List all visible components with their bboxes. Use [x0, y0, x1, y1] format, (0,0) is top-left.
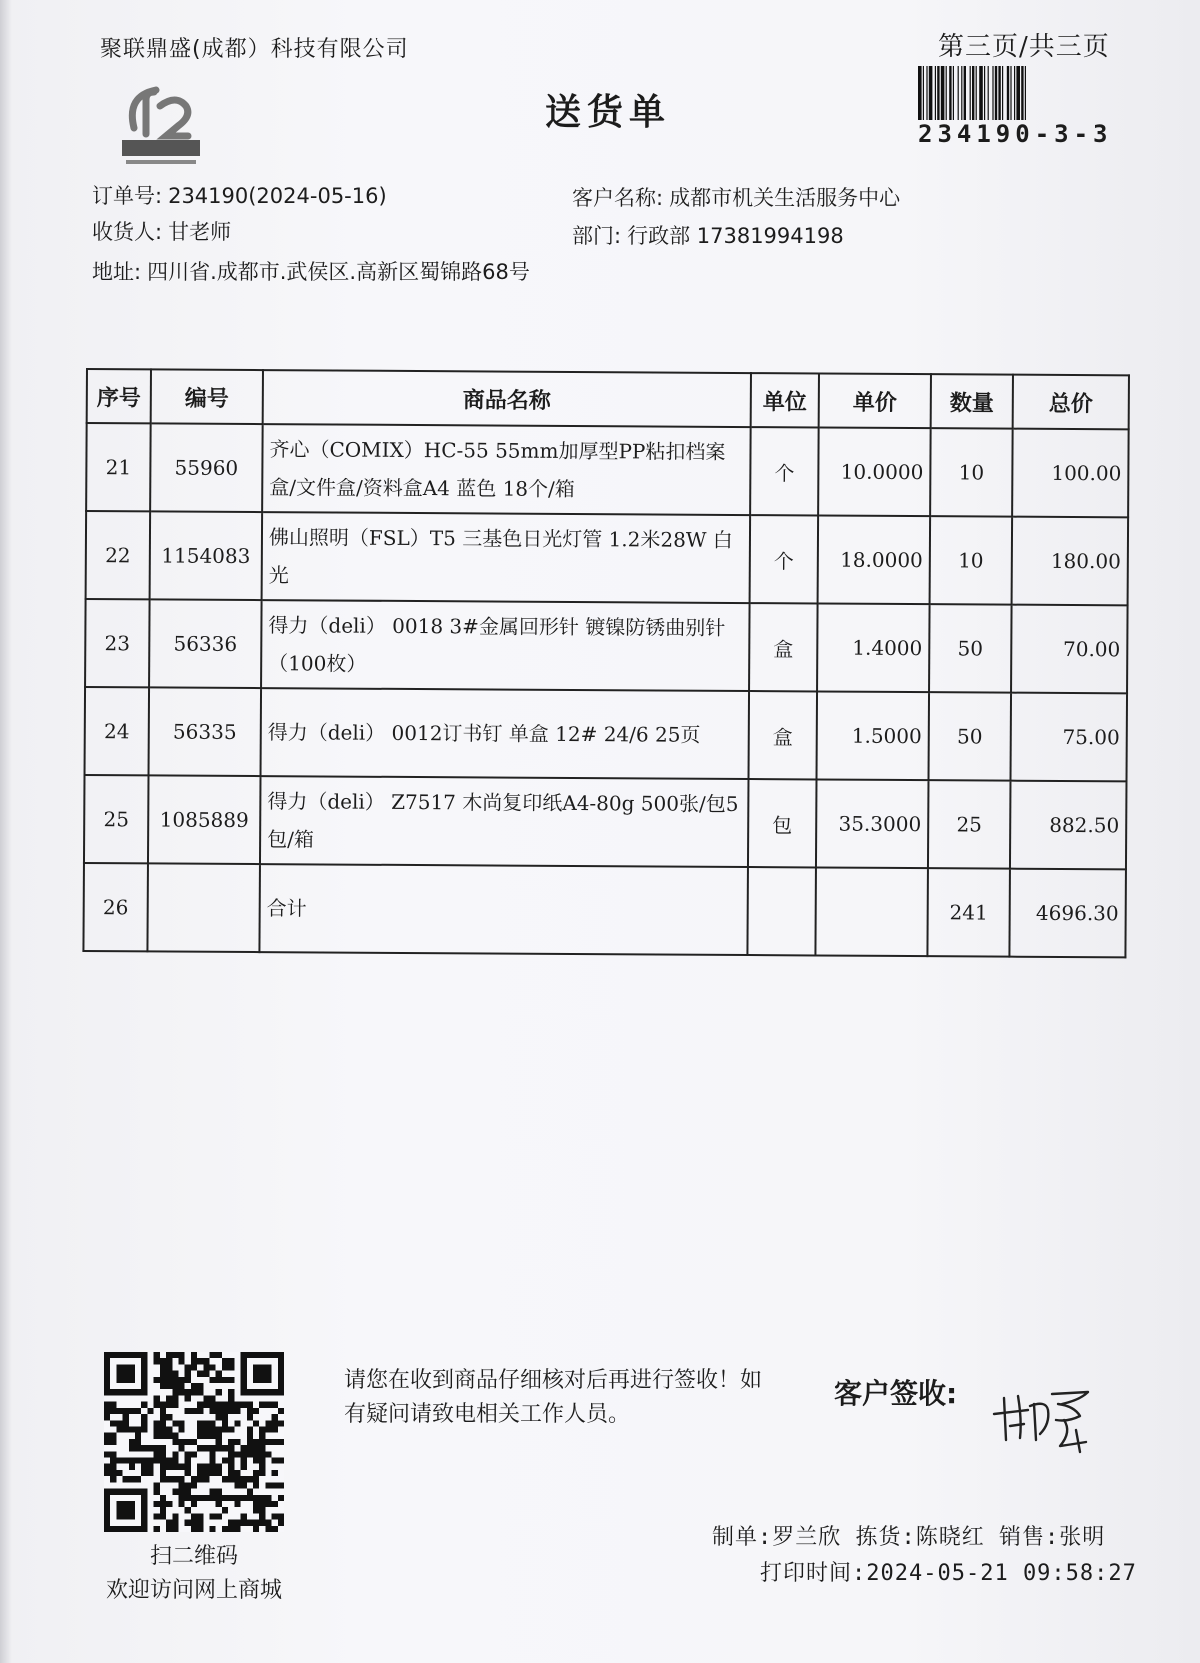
cell-code: 56336	[149, 599, 262, 688]
cell-unit: 个	[750, 427, 819, 515]
cell-seq: 26	[83, 863, 148, 951]
staff-info: 制单:罗兰欣 拣货:陈晓红 销售:张明	[712, 1525, 1106, 1550]
cell-price: 1.4000	[817, 603, 930, 692]
cell-unit: 盒	[749, 603, 818, 691]
table-header-row	[87, 369, 1129, 429]
cell-qty: 25	[928, 780, 1011, 868]
cell-code: 56335	[149, 687, 262, 776]
table-row	[86, 511, 1129, 605]
cell-total: 100.00	[1012, 429, 1129, 518]
cell-name: 齐心（COMIX）HC-55 55mm加厚型PP粘扣档案盒/文件盒/资料盒A4 蓝色 18个/箱	[262, 424, 751, 515]
cell-price: 1.5000	[817, 691, 930, 780]
cell-unit: 个	[750, 515, 819, 603]
table-row	[85, 599, 1128, 693]
department	[572, 220, 844, 250]
page-indicator: 第三页/共三页	[938, 32, 1110, 62]
customer-sign-label: 客户签收:	[834, 1377, 958, 1410]
cell-qty: 50	[929, 604, 1012, 692]
cell-unit: 包	[748, 779, 817, 867]
qr-caption-line2: 欢迎访问网上商城	[105, 1578, 282, 1603]
cell-total: 180.00	[1012, 517, 1129, 606]
cell-name: 得力（deli） 0012订书钉 单盒 12# 24/6 25页	[261, 688, 750, 779]
qr-caption	[94, 1540, 294, 1608]
cell-code: 1085889	[148, 775, 261, 864]
receiver-label: 收货人:	[92, 220, 163, 244]
header-unit: 单位	[751, 373, 819, 427]
cell-total: 882.50	[1010, 781, 1127, 870]
barcode-number: 234190-3-3	[918, 120, 1113, 148]
cell-name: 佛山照明（FSL）T5 三基色日光灯管 1.2米28W 白光	[262, 512, 751, 603]
table-row	[84, 775, 1127, 869]
receiver-value: 甘老师	[168, 220, 232, 244]
cell-name: 得力（deli） Z7517 木尚复印纸A4-80g 500张/包5包/箱	[260, 776, 749, 867]
order-label: 订单号:	[92, 184, 163, 208]
dept-label: 部门:	[572, 224, 622, 248]
table-row	[85, 687, 1128, 781]
cell-price	[815, 867, 928, 956]
cell-price: 18.0000	[818, 515, 931, 604]
cell-name: 得力（deli） 0018 3#金属回形针 镀镍防锈曲别针（100枚）	[261, 600, 750, 691]
cell-qty: 50	[928, 692, 1011, 780]
notice-text: 请您在收到商品仔细核对后再进行签收！如有疑问请致电相关工作人员。	[344, 1368, 763, 1427]
cell-unit: 盒	[749, 691, 818, 779]
cell-name: 合计	[259, 864, 748, 955]
table-total-row	[83, 863, 1126, 957]
cell-code	[147, 863, 260, 952]
cell-price: 10.0000	[818, 427, 931, 516]
barcode-icon	[916, 66, 1126, 120]
customer-value: 成都市机关生活服务中心	[669, 186, 901, 210]
cell-qty: 10	[930, 516, 1013, 604]
header-price: 单价	[819, 373, 931, 428]
cell-seq: 24	[85, 687, 150, 775]
cell-total: 4696.30	[1009, 869, 1126, 958]
address	[92, 256, 530, 286]
page-edge-shadow	[0, 0, 12, 1663]
cell-qty: 241	[927, 868, 1010, 956]
address-label: 地址:	[92, 260, 142, 284]
customer-name	[572, 182, 900, 212]
cell-seq: 22	[86, 511, 151, 599]
print-time: 打印时间:2024-05-21 09:58:27	[760, 1561, 1137, 1586]
cell-unit	[747, 867, 816, 955]
document-title: 送货单	[545, 92, 672, 133]
cell-code: 1154083	[150, 511, 263, 600]
order-number	[92, 180, 387, 210]
address-value: 四川省.成都市.武侯区.高新区蜀锦路68号	[147, 260, 530, 284]
qr-code-icon	[104, 1352, 284, 1532]
receiver	[92, 216, 231, 246]
qr-caption-line1: 扫二维码	[149, 1544, 238, 1569]
order-value: 234190(2024-05-16)	[168, 184, 387, 208]
header-code: 编号	[151, 369, 263, 424]
handwritten-signature-icon	[990, 1370, 1100, 1460]
cell-qty: 10	[930, 428, 1013, 516]
cell-seq: 21	[86, 423, 151, 511]
cell-seq: 23	[85, 599, 150, 687]
company-logo-icon	[116, 76, 206, 172]
header-name: 商品名称	[263, 370, 751, 427]
customer-label: 客户名称:	[572, 186, 664, 210]
header-total: 总价	[1013, 375, 1129, 430]
cell-price: 35.3000	[816, 779, 929, 868]
cell-code: 55960	[150, 423, 263, 512]
header-qty: 数量	[931, 374, 1013, 428]
items-table	[82, 368, 1130, 958]
cell-seq: 25	[84, 775, 149, 863]
header-seq: 序号	[87, 369, 151, 423]
dept-value: 行政部 17381994198	[627, 224, 844, 248]
table-row	[86, 423, 1129, 517]
cell-total: 70.00	[1011, 605, 1128, 694]
cell-total: 75.00	[1010, 693, 1127, 782]
company-name: 聚联鼎盛(成都）科技有限公司	[100, 37, 409, 62]
